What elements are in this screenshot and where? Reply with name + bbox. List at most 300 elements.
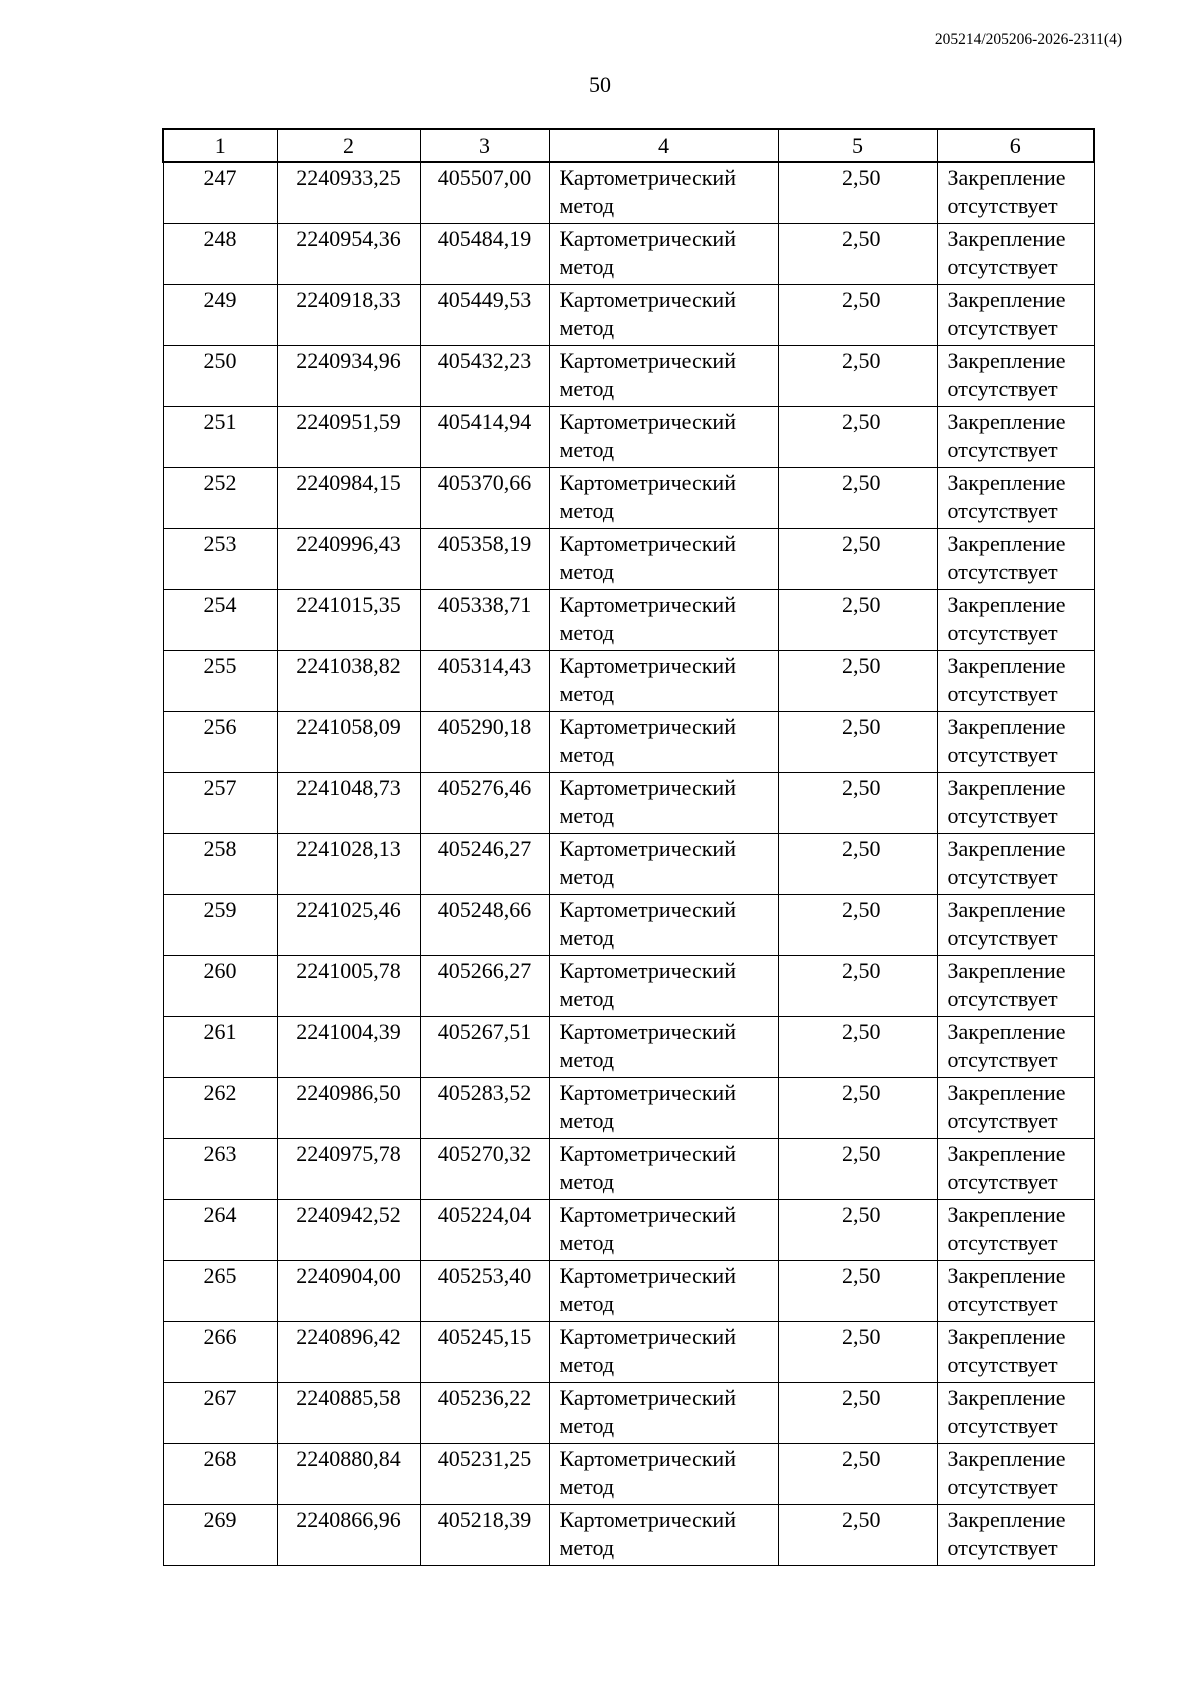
marking-text: Закрепление отсутствует: [947, 347, 1066, 401]
cell-marking: [937, 528, 1094, 589]
cell-method: [549, 711, 778, 772]
cell-coord-y: [420, 650, 549, 711]
coord-x-text: 2240866,96: [296, 1506, 401, 1532]
cell-coord-y: [420, 1199, 549, 1260]
table-row: [163, 1504, 1094, 1565]
table-row: [163, 1260, 1094, 1321]
cell-marking: [937, 406, 1094, 467]
cell-method: [549, 894, 778, 955]
cell-coord-x: [277, 528, 420, 589]
accuracy-text: 2,50: [842, 957, 881, 983]
accuracy-text: 2,50: [842, 774, 881, 800]
cell-method: [549, 223, 778, 284]
cell-coord-y: [420, 1504, 549, 1565]
coord-y-text: 405270,32: [437, 1140, 532, 1166]
cell-marking: [937, 162, 1094, 223]
accuracy-text: 2,50: [842, 286, 881, 312]
cell-accuracy: [778, 345, 937, 406]
point-number-text: 264: [203, 1201, 237, 1227]
coord-y-text: 405218,39: [437, 1506, 532, 1532]
coordinates-table: [162, 128, 1095, 1566]
method-text: Картометрический метод: [559, 835, 736, 889]
table-row: [163, 833, 1094, 894]
cell-marking: [937, 1260, 1094, 1321]
cell-coord-x: [277, 955, 420, 1016]
coord-x-text: 2240954,36: [296, 225, 401, 251]
marking-text: Закрепление отсутствует: [947, 165, 1066, 218]
coord-y-text: 405432,23: [437, 347, 532, 373]
coord-y-text: 405224,04: [437, 1201, 532, 1227]
point-number-text: 251: [203, 408, 237, 434]
cell-coord-y: [420, 833, 549, 894]
accuracy-text: 2,50: [842, 1018, 881, 1044]
cell-method: [549, 1321, 778, 1382]
table-row: [163, 711, 1094, 772]
point-number-text: 261: [203, 1018, 237, 1044]
cell-marking: [937, 1504, 1094, 1565]
accuracy-text: 2,50: [842, 1262, 881, 1288]
coord-y-text: 405248,66: [437, 896, 532, 922]
marking-text: Закрепление отсутствует: [947, 591, 1066, 645]
table-row: [163, 467, 1094, 528]
accuracy-text: 2,50: [842, 1079, 881, 1105]
marking-text: Закрепление отсутствует: [947, 1506, 1066, 1560]
table-row: [163, 955, 1094, 1016]
marking-text: Закрепление отсутствует: [947, 469, 1066, 523]
coord-x-text: 2240933,25: [296, 165, 401, 190]
cell-coord-y: [420, 223, 549, 284]
column-header-6: 6: [937, 129, 1094, 162]
cell-coord-x: [277, 650, 420, 711]
cell-method: [549, 1016, 778, 1077]
table-row: [163, 589, 1094, 650]
table-row: [163, 1016, 1094, 1077]
coord-y-text: 405236,22: [437, 1384, 532, 1410]
column-header-4: 4: [549, 129, 778, 162]
coord-y-text: 405276,46: [437, 774, 532, 800]
method-text: Картометрический метод: [559, 1384, 736, 1438]
cell-point-number: [163, 650, 277, 711]
table-row: [163, 772, 1094, 833]
table-row: [163, 1443, 1094, 1504]
cell-coord-y: [420, 1443, 549, 1504]
method-text: Картометрический метод: [559, 1201, 736, 1255]
cell-coord-x: [277, 223, 420, 284]
cell-point-number: [163, 1077, 277, 1138]
cell-point-number: [163, 284, 277, 345]
coord-x-text: 2241058,09: [296, 713, 401, 739]
cell-coord-x: [277, 1321, 420, 1382]
cell-coord-y: [420, 1321, 549, 1382]
table-row: [163, 1077, 1094, 1138]
marking-text: Закрепление отсутствует: [947, 1445, 1066, 1499]
column-header-1: 1: [163, 129, 277, 162]
coord-x-text: 2240986,50: [296, 1079, 401, 1105]
point-number-text: 252: [203, 469, 237, 495]
cell-coord-x: [277, 1382, 420, 1443]
coord-y-text: 405358,19: [437, 530, 532, 556]
accuracy-text: 2,50: [842, 835, 881, 861]
point-number-text: 268: [203, 1445, 237, 1471]
cell-accuracy: [778, 1382, 937, 1443]
point-number-text: 258: [203, 835, 237, 861]
point-number-text: 256: [203, 713, 237, 739]
cell-coord-y: [420, 467, 549, 528]
method-text: Картометрический метод: [559, 713, 736, 767]
cell-coord-y: [420, 1382, 549, 1443]
cell-coord-y: [420, 1016, 549, 1077]
method-text: Картометрический метод: [559, 225, 736, 279]
accuracy-text: 2,50: [842, 165, 881, 190]
cell-coord-y: [420, 1138, 549, 1199]
cell-method: [549, 650, 778, 711]
coord-y-text: 405338,71: [437, 591, 532, 617]
cell-point-number: [163, 1016, 277, 1077]
table-row: [163, 650, 1094, 711]
point-number-text: 267: [203, 1384, 237, 1410]
cell-coord-x: [277, 406, 420, 467]
method-text: Картометрический метод: [559, 347, 736, 401]
accuracy-text: 2,50: [842, 1140, 881, 1166]
cell-coord-x: [277, 1138, 420, 1199]
cell-accuracy: [778, 223, 937, 284]
marking-text: Закрепление отсутствует: [947, 408, 1066, 462]
coord-y-text: 405231,25: [437, 1445, 532, 1471]
cell-marking: [937, 1443, 1094, 1504]
point-number-text: 262: [203, 1079, 237, 1105]
coord-x-text: 2240918,33: [296, 286, 401, 312]
cell-coord-x: [277, 711, 420, 772]
method-text: Картометрический метод: [559, 1140, 736, 1194]
cell-coord-y: [420, 528, 549, 589]
accuracy-text: 2,50: [842, 1445, 881, 1471]
cell-method: [549, 833, 778, 894]
coord-y-text: 405370,66: [437, 469, 532, 495]
point-number-text: 269: [203, 1506, 237, 1532]
cell-marking: [937, 650, 1094, 711]
coord-y-text: 405290,18: [437, 713, 532, 739]
cell-accuracy: [778, 711, 937, 772]
cell-point-number: [163, 772, 277, 833]
coord-y-text: 405283,52: [437, 1079, 532, 1105]
cell-method: [549, 528, 778, 589]
cell-coord-y: [420, 162, 549, 223]
cell-marking: [937, 955, 1094, 1016]
cell-point-number: [163, 162, 277, 223]
cell-point-number: [163, 1199, 277, 1260]
coord-y-text: 405245,15: [437, 1323, 532, 1349]
coord-x-text: 2241048,73: [296, 774, 401, 800]
cell-accuracy: [778, 1504, 937, 1565]
coord-x-text: 2241028,13: [296, 835, 401, 861]
cell-accuracy: [778, 284, 937, 345]
cell-method: [549, 1504, 778, 1565]
cell-coord-x: [277, 1260, 420, 1321]
accuracy-text: 2,50: [842, 1384, 881, 1410]
accuracy-text: 2,50: [842, 469, 881, 495]
cell-coord-y: [420, 894, 549, 955]
table-row: [163, 162, 1094, 223]
table-row: [163, 528, 1094, 589]
cell-point-number: [163, 1138, 277, 1199]
cell-method: [549, 589, 778, 650]
cell-marking: [937, 711, 1094, 772]
cell-marking: [937, 1199, 1094, 1260]
method-text: Картометрический метод: [559, 469, 736, 523]
cell-coord-x: [277, 1199, 420, 1260]
cell-coord-y: [420, 1260, 549, 1321]
accuracy-text: 2,50: [842, 591, 881, 617]
cell-accuracy: [778, 1443, 937, 1504]
cell-point-number: [163, 711, 277, 772]
cell-point-number: [163, 589, 277, 650]
accuracy-text: 2,50: [842, 1506, 881, 1532]
accuracy-text: 2,50: [842, 347, 881, 373]
marking-text: Закрепление отсутствует: [947, 835, 1066, 889]
point-number-text: 260: [203, 957, 237, 983]
cell-coord-x: [277, 1077, 420, 1138]
cell-coord-x: [277, 345, 420, 406]
coord-y-text: 405449,53: [437, 286, 532, 312]
cell-accuracy: [778, 833, 937, 894]
point-number-text: 265: [203, 1262, 237, 1288]
cell-accuracy: [778, 1321, 937, 1382]
cell-marking: [937, 345, 1094, 406]
method-text: Картометрический метод: [559, 1262, 736, 1316]
point-number-text: 250: [203, 347, 237, 373]
marking-text: Закрепление отсутствует: [947, 774, 1066, 828]
coord-x-text: 2240934,96: [296, 347, 401, 373]
table-row: [163, 284, 1094, 345]
coord-x-text: 2240975,78: [296, 1140, 401, 1166]
cell-coord-y: [420, 345, 549, 406]
table-row: [163, 1321, 1094, 1382]
coord-x-text: 2240896,42: [296, 1323, 401, 1349]
cell-coord-y: [420, 1077, 549, 1138]
cell-marking: [937, 1138, 1094, 1199]
point-number-text: 255: [203, 652, 237, 678]
table-row: [163, 223, 1094, 284]
marking-text: Закрепление отсутствует: [947, 1079, 1066, 1133]
coord-x-text: 2241015,35: [296, 591, 401, 617]
marking-text: Закрепление отсутствует: [947, 225, 1066, 279]
accuracy-text: 2,50: [842, 896, 881, 922]
method-text: Картометрический метод: [559, 1445, 736, 1499]
cell-accuracy: [778, 1260, 937, 1321]
method-text: Картометрический метод: [559, 957, 736, 1011]
cell-accuracy: [778, 1138, 937, 1199]
cell-coord-x: [277, 467, 420, 528]
marking-text: Закрепление отсутствует: [947, 1140, 1066, 1194]
method-text: Картометрический метод: [559, 1079, 736, 1133]
cell-coord-y: [420, 772, 549, 833]
marking-text: Закрепление отсутствует: [947, 896, 1066, 950]
marking-text: Закрепление отсутствует: [947, 286, 1066, 340]
cell-point-number: [163, 833, 277, 894]
cell-coord-y: [420, 589, 549, 650]
cell-point-number: [163, 467, 277, 528]
method-text: Картометрический метод: [559, 1018, 736, 1072]
cell-coord-y: [420, 406, 549, 467]
method-text: Картометрический метод: [559, 1323, 736, 1377]
cell-point-number: [163, 528, 277, 589]
marking-text: Закрепление отсутствует: [947, 1201, 1066, 1255]
cell-accuracy: [778, 772, 937, 833]
cell-point-number: [163, 1443, 277, 1504]
cell-accuracy: [778, 589, 937, 650]
point-number-text: 253: [203, 530, 237, 556]
cell-coord-x: [277, 589, 420, 650]
cell-marking: [937, 772, 1094, 833]
cell-marking: [937, 1077, 1094, 1138]
cell-accuracy: [778, 528, 937, 589]
cell-method: [549, 162, 778, 223]
point-number-text: 263: [203, 1140, 237, 1166]
cell-method: [549, 406, 778, 467]
cell-accuracy: [778, 162, 937, 223]
table-row: [163, 345, 1094, 406]
cell-point-number: [163, 955, 277, 1016]
cell-accuracy: [778, 894, 937, 955]
coord-y-text: 405253,40: [437, 1262, 532, 1288]
cell-marking: [937, 589, 1094, 650]
cell-marking: [937, 223, 1094, 284]
coord-y-text: 405314,43: [437, 652, 532, 678]
coord-y-text: 405266,27: [437, 957, 532, 983]
accuracy-text: 2,50: [842, 408, 881, 434]
accuracy-text: 2,50: [842, 1323, 881, 1349]
cell-method: [549, 1382, 778, 1443]
cell-point-number: [163, 1260, 277, 1321]
accuracy-text: 2,50: [842, 652, 881, 678]
cell-method: [549, 284, 778, 345]
table-row: [163, 894, 1094, 955]
cell-point-number: [163, 1504, 277, 1565]
cell-method: [549, 1077, 778, 1138]
marking-text: Закрепление отсутствует: [947, 713, 1066, 767]
cell-coord-x: [277, 1443, 420, 1504]
point-number-text: 266: [203, 1323, 237, 1349]
cell-accuracy: [778, 1016, 937, 1077]
cell-point-number: [163, 406, 277, 467]
coord-x-text: 2241005,78: [296, 957, 401, 983]
column-header-5: 5: [778, 129, 937, 162]
cell-method: [549, 772, 778, 833]
table-row: [163, 1138, 1094, 1199]
coord-x-text: 2240885,58: [296, 1384, 401, 1410]
cell-coord-x: [277, 894, 420, 955]
coord-y-text: 405484,19: [437, 225, 532, 251]
method-text: Картометрический метод: [559, 896, 736, 950]
marking-text: Закрепление отсутствует: [947, 1018, 1066, 1072]
point-number-text: 254: [203, 591, 237, 617]
coord-x-text: 2240951,59: [296, 408, 401, 434]
cell-coord-y: [420, 711, 549, 772]
cell-accuracy: [778, 1199, 937, 1260]
coord-x-text: 2241004,39: [296, 1018, 401, 1044]
cell-coord-y: [420, 284, 549, 345]
method-text: Картометрический метод: [559, 286, 736, 340]
cell-marking: [937, 833, 1094, 894]
coord-x-text: 2240996,43: [296, 530, 401, 556]
cell-method: [549, 345, 778, 406]
coord-x-text: 2240984,15: [296, 469, 401, 495]
coord-y-text: 405246,27: [437, 835, 532, 861]
cell-accuracy: [778, 955, 937, 1016]
accuracy-text: 2,50: [842, 713, 881, 739]
coord-x-text: 2240904,00: [296, 1262, 401, 1288]
marking-text: Закрепление отсутствует: [947, 1323, 1066, 1377]
cell-method: [549, 1138, 778, 1199]
cell-point-number: [163, 1382, 277, 1443]
document-id: 205214/205206-2026-2311(4): [934, 31, 1122, 48]
cell-accuracy: [778, 467, 937, 528]
coord-y-text: 405414,94: [437, 408, 532, 434]
accuracy-text: 2,50: [842, 1201, 881, 1227]
coord-y-text: 405507,00: [437, 165, 532, 190]
coord-x-text: 2241038,82: [296, 652, 401, 678]
coord-x-text: 2241025,46: [296, 896, 401, 922]
cell-marking: [937, 1321, 1094, 1382]
accuracy-text: 2,50: [842, 225, 881, 251]
marking-text: Закрепление отсутствует: [947, 530, 1066, 584]
marking-text: Закрепление отсутствует: [947, 1384, 1066, 1438]
cell-method: [549, 955, 778, 1016]
page-number: 50: [589, 72, 611, 97]
cell-coord-x: [277, 284, 420, 345]
cell-point-number: [163, 1321, 277, 1382]
cell-marking: [937, 467, 1094, 528]
cell-accuracy: [778, 650, 937, 711]
cell-method: [549, 1199, 778, 1260]
cell-point-number: [163, 345, 277, 406]
cell-accuracy: [778, 406, 937, 467]
cell-method: [549, 467, 778, 528]
cell-marking: [937, 284, 1094, 345]
method-text: Картометрический метод: [559, 530, 736, 584]
method-text: Картометрический метод: [559, 165, 736, 218]
cell-accuracy: [778, 1077, 937, 1138]
column-header-3: 3: [420, 129, 549, 162]
cell-coord-x: [277, 1504, 420, 1565]
cell-coord-x: [277, 772, 420, 833]
cell-marking: [937, 1382, 1094, 1443]
accuracy-text: 2,50: [842, 530, 881, 556]
point-number-text: 249: [203, 286, 237, 312]
cell-coord-x: [277, 1016, 420, 1077]
point-number-text: 248: [203, 225, 237, 251]
cell-method: [549, 1443, 778, 1504]
cell-marking: [937, 1016, 1094, 1077]
coord-y-text: 405267,51: [437, 1018, 532, 1044]
table-body: [163, 162, 1094, 1565]
column-header-2: 2: [277, 129, 420, 162]
marking-text: Закрепление отсутствует: [947, 652, 1066, 706]
table-header: [163, 129, 1094, 162]
method-text: Картометрический метод: [559, 652, 736, 706]
table-row: [163, 1199, 1094, 1260]
table-row: [163, 1382, 1094, 1443]
point-number-text: 257: [203, 774, 237, 800]
method-text: Картометрический метод: [559, 408, 736, 462]
method-text: Картометрический метод: [559, 591, 736, 645]
cell-marking: [937, 894, 1094, 955]
cell-point-number: [163, 223, 277, 284]
coord-x-text: 2240942,52: [296, 1201, 401, 1227]
table-row: [163, 406, 1094, 467]
marking-text: Закрепление отсутствует: [947, 1262, 1066, 1316]
cell-coord-x: [277, 833, 420, 894]
